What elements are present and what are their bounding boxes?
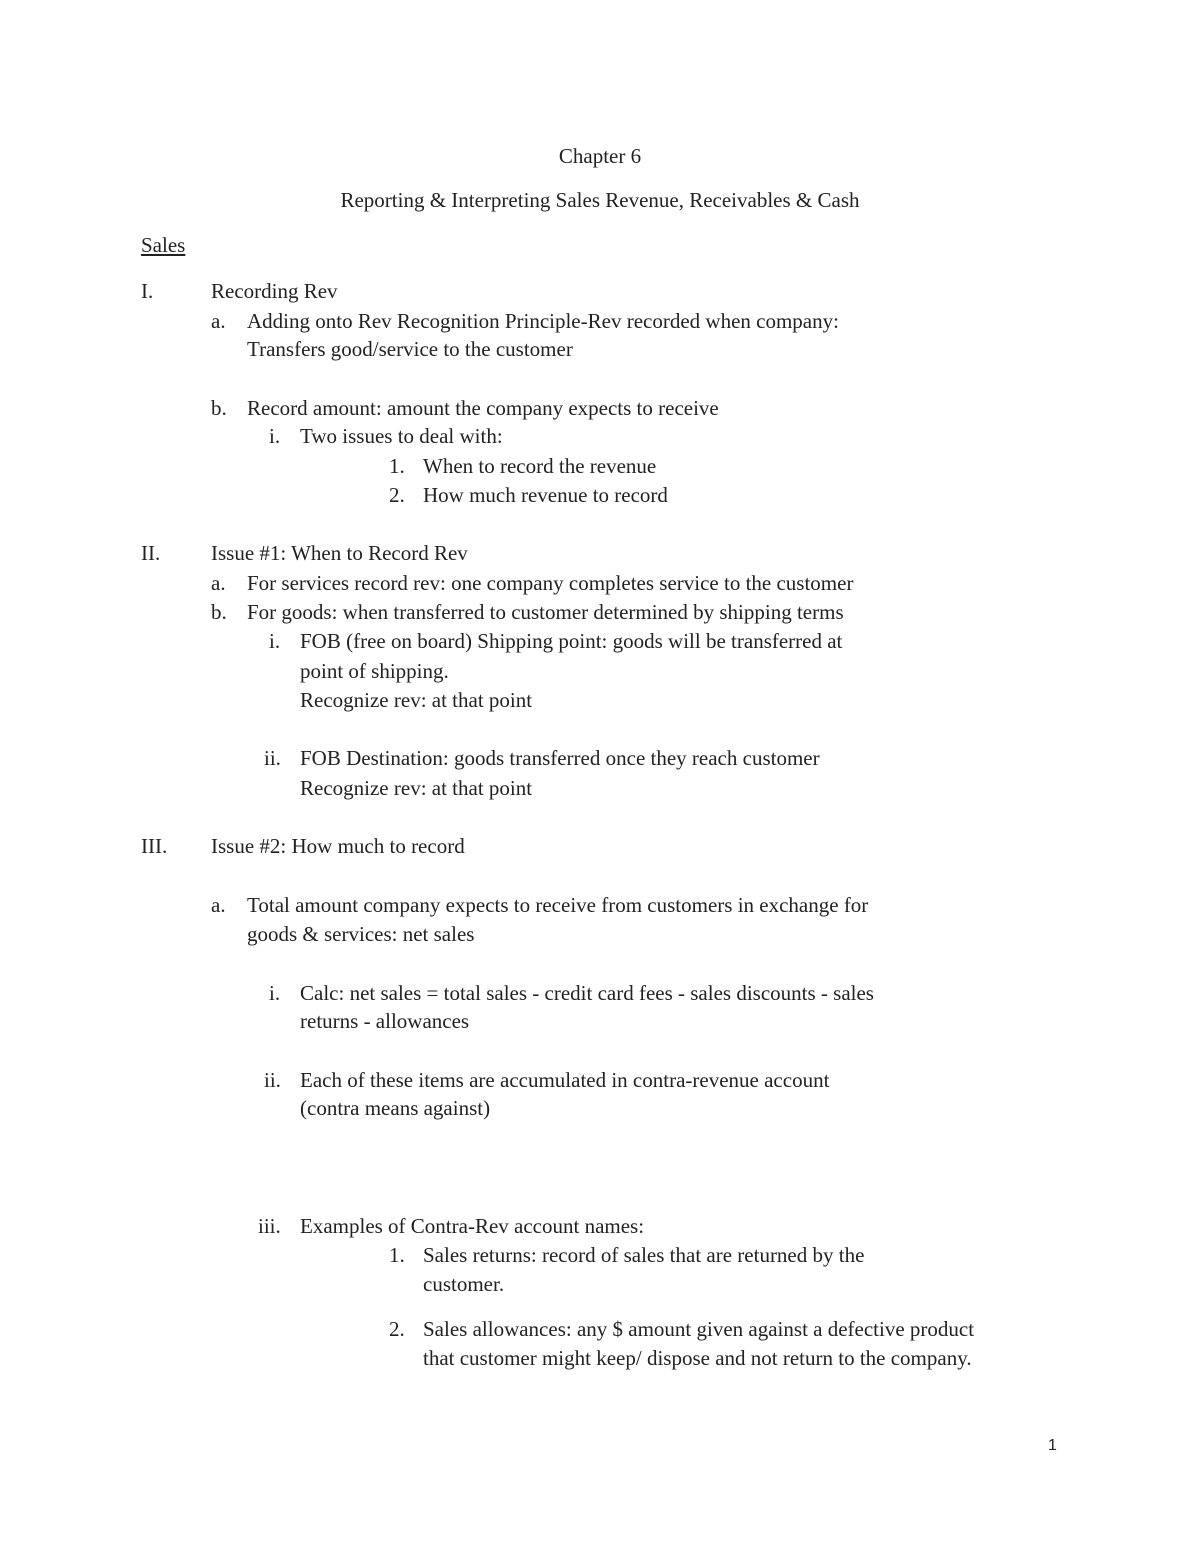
outline-item-Ia-line2: Transfers good/service to the customer — [247, 337, 573, 361]
outline-marker-III: III. — [141, 834, 168, 858]
document-subtitle: Reporting & Interpreting Sales Revenue, Receivables & Cash — [340, 188, 860, 212]
page-number: 1 — [1048, 1437, 1057, 1454]
outline-item-IIIaii-line2: (contra means against) — [300, 1096, 491, 1120]
outline-item-IIb: For goods: when transferred to customer determined by shipping terms — [247, 600, 844, 624]
outline-marker-Ibi2: 2. — [389, 483, 405, 507]
outline-item-Ibi2: How much revenue to record — [423, 483, 668, 507]
outline-item-IIIaiii: Examples of Contra-Rev account names: — [300, 1214, 645, 1238]
outline-marker-IIa: a. — [211, 571, 226, 595]
outline-marker-I: I. — [141, 279, 154, 303]
outline-marker-II: II. — [141, 541, 161, 565]
outline-marker-Ibi: i. — [269, 424, 281, 448]
outline-marker-IIIa: a. — [211, 893, 226, 917]
outline-item-IIIaiii2-line1: Sales allowances: any $ amount given against a defective product — [423, 1317, 975, 1341]
outline-heading-issue-2: Issue #2: How much to record — [211, 834, 465, 858]
outline-item-IIIai-line1: Calc: net sales = total sales - credit card fees - sales discounts - sales — [300, 981, 874, 1005]
outline-item-Ib: Record amount: amount the company expects to receive — [247, 396, 719, 420]
outline-marker-Ibi1: 1. — [389, 454, 405, 478]
outline-item-IIIa-line1: Total amount company expects to receive from customers in exchange for — [247, 893, 869, 917]
outline-item-Ibi1: When to record the revenue — [423, 454, 657, 478]
outline-marker-IIIai: i. — [269, 981, 281, 1005]
outline-marker-IIbii: ii. — [264, 746, 281, 770]
outline-marker-IIb: b. — [211, 600, 227, 624]
outline-item-IIbii-line2: Recognize rev: at that point — [300, 776, 533, 800]
section-heading-sales: Sales — [141, 233, 186, 257]
outline-heading-issue-1: Issue #1: When to Record Rev — [211, 541, 468, 565]
outline-item-IIbi-line1: FOB (free on board) Shipping point: goods will be transferred at — [300, 629, 843, 653]
outline-marker-Ib: b. — [211, 396, 227, 420]
outline-item-IIIaiii1-line1: Sales returns: record of sales that are returned by the — [423, 1243, 865, 1267]
outline-item-IIIaiii1-line2: customer. — [423, 1272, 505, 1296]
outline-item-IIIaii-line1: Each of these items are accumulated in contra-revenue account — [300, 1068, 830, 1092]
outline-marker-Ia: a. — [211, 309, 226, 333]
outline-item-IIIa-line2: goods & services: net sales — [247, 922, 475, 946]
outline-item-IIbii-line1: FOB Destination: goods transferred once they reach customer — [300, 746, 820, 770]
outline-item-IIa: For services record rev: one company completes service to the customer — [247, 571, 854, 595]
outline-item-IIIai-line2: returns - allowances — [300, 1009, 470, 1033]
outline-item-IIIaiii2-line2: that customer might keep/ dispose and not return to the company. — [423, 1346, 972, 1370]
outline-item-Ia-line1: Adding onto Rev Recognition Principle-Rev recorded when company: — [247, 309, 839, 333]
chapter-title: Chapter 6 — [558, 144, 642, 168]
outline-item-IIbi-line3: Recognize rev: at that point — [300, 688, 533, 712]
outline-marker-IIIaiii: iii. — [258, 1214, 281, 1238]
outline-item-IIbi-line2: point of shipping. — [300, 659, 449, 683]
outline-item-Ibi: Two issues to deal with: — [300, 424, 503, 448]
outline-marker-IIIaiii2: 2. — [389, 1317, 405, 1341]
outline-marker-IIIaiii1: 1. — [389, 1243, 405, 1267]
outline-heading-recording-rev: Recording Rev — [211, 279, 338, 303]
outline-marker-IIIaii: ii. — [264, 1068, 281, 1092]
outline-marker-IIbi: i. — [269, 629, 281, 653]
